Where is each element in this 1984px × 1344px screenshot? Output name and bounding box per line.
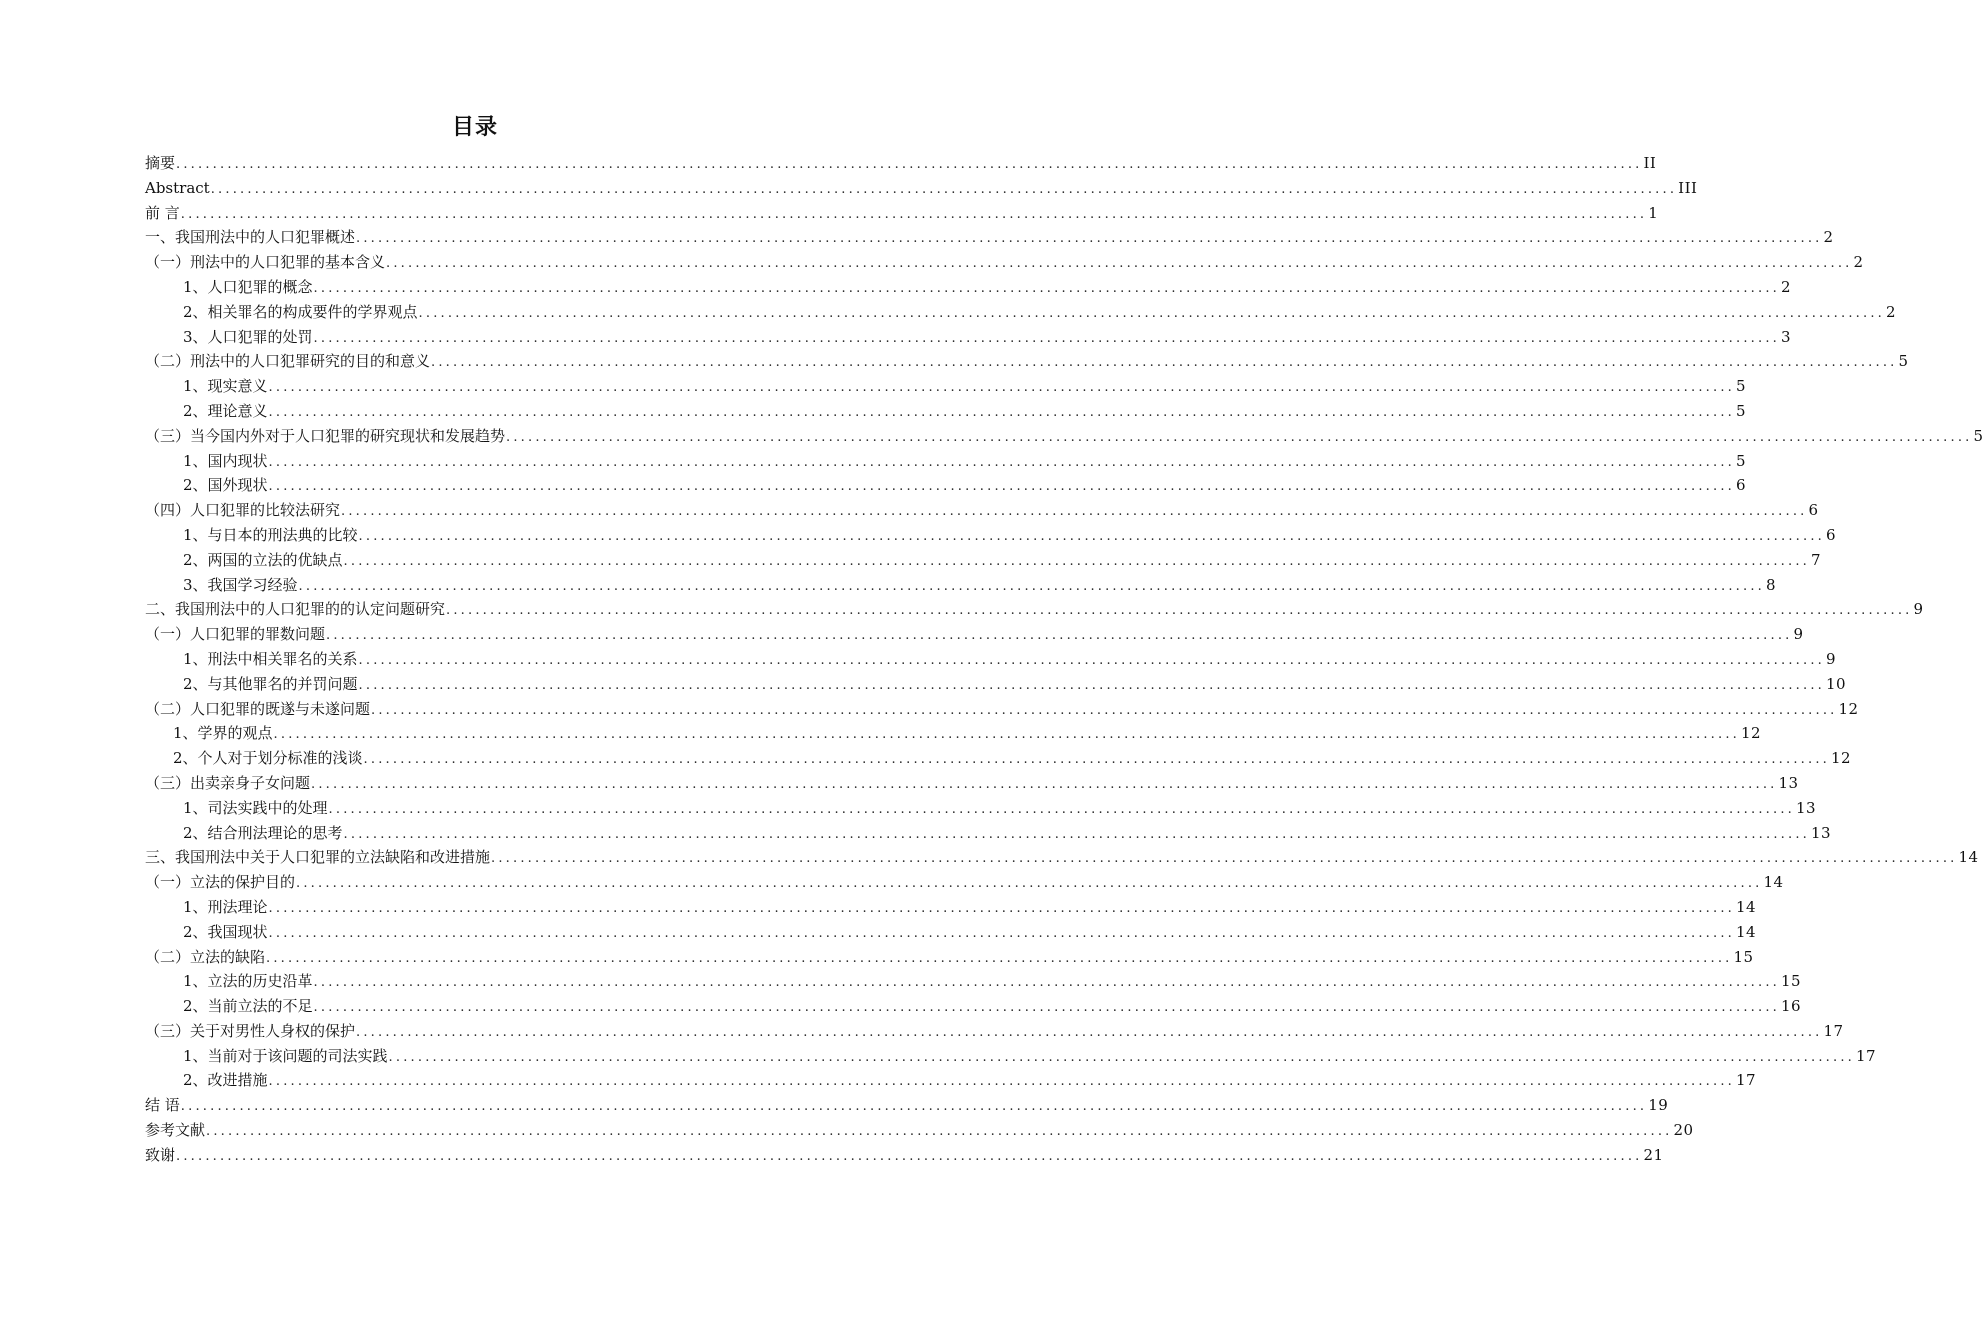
toc-leader-dots: ........................................................................................................................................................................................................ — [313, 330, 1781, 346]
toc-entry[interactable] — [145, 746, 1852, 771]
toc-entry-page-number: III — [1678, 178, 1698, 197]
toc-entry-page-number: 2 — [1781, 277, 1792, 296]
toc-entry-page-number: 15 — [1781, 972, 1802, 991]
toc-entry[interactable] — [145, 870, 1784, 895]
toc-entry[interactable] — [145, 945, 1754, 970]
toc-entry-label: 1、司法实践中的处理 — [183, 798, 328, 817]
toc-entry-label: 1、国内现状 — [183, 451, 268, 470]
toc-entry-page-number: 9 — [1793, 625, 1804, 644]
toc-entry-page-number: 13 — [1811, 823, 1832, 842]
toc-entry-label: （二）人口犯罪的既遂与未遂问题 — [145, 699, 371, 718]
toc-entry-label: 3、人口犯罪的处罚 — [183, 327, 313, 346]
toc-leader-dots: ........................................................................................................................................................................................................ — [356, 231, 1823, 247]
toc-entry-page-number: 14 — [1763, 873, 1784, 892]
toc-entry[interactable] — [145, 498, 1819, 523]
toc-entry-label: 1、当前对于该问题的司法实践 — [183, 1046, 388, 1065]
toc-leader-dots: ........................................................................................................................................................................................................ — [311, 776, 1778, 792]
toc-leader-dots: ........................................................................................................................................................................................................ — [343, 826, 1811, 842]
toc-entry-page-number: 13 — [1796, 798, 1817, 817]
toc-entry[interactable] — [145, 969, 1802, 994]
toc-entry[interactable] — [145, 1143, 1664, 1168]
toc-entry-label: 1、与日本的刑法典的比较 — [183, 525, 358, 544]
toc-entry[interactable] — [145, 796, 1817, 821]
toc-leader-dots: ........................................................................................................................................................................................................ — [386, 256, 1853, 272]
toc-entry[interactable] — [145, 250, 1864, 275]
toc-leader-dots: ........................................................................................................................................................................................................ — [210, 181, 1678, 197]
toc-entry-label: 1、学界的观点 — [173, 724, 273, 743]
toc-leader-dots: ........................................................................................................................................................................................................ — [180, 1099, 1648, 1115]
toc-entry-page-number: 10 — [1826, 674, 1847, 693]
toc-entry[interactable] — [145, 349, 1909, 374]
toc-leader-dots: ........................................................................................................................................................................................................ — [268, 925, 1736, 941]
toc-leader-dots: ........................................................................................................................................................................................................ — [358, 528, 1826, 544]
toc-leader-dots: ........................................................................................................................................................................................................ — [388, 1049, 1856, 1065]
toc-entry-label: 2、个人对于划分标准的浅谈 — [173, 749, 363, 768]
toc-entry[interactable] — [145, 176, 1698, 201]
toc-entry[interactable] — [145, 597, 1924, 622]
toc-entry-page-number: 5 — [1736, 451, 1747, 470]
toc-entry-page-number: 5 — [1973, 426, 1984, 445]
toc-entry[interactable] — [145, 424, 1984, 449]
toc-leader-dots: ........................................................................................................................................................................................................ — [446, 603, 1913, 619]
toc-entry[interactable] — [145, 920, 1757, 945]
toc-leader-dots: ........................................................................................................................................................................................................ — [326, 628, 1793, 644]
toc-entry-label: 二、我国刑法中的人口犯罪的的认定问题研究 — [145, 600, 446, 619]
toc-entry[interactable] — [145, 548, 1822, 573]
toc-leader-dots: ........................................................................................................................................................................................................ — [268, 454, 1736, 470]
toc-entry-label: （一）人口犯罪的罪数问题 — [145, 625, 326, 644]
toc-entry[interactable] — [145, 201, 1659, 226]
toc-entry-page-number: 5 — [1736, 377, 1747, 396]
toc-leader-dots: ........................................................................................................................................................................................................ — [180, 206, 1648, 222]
toc-entry[interactable] — [145, 523, 1837, 548]
toc-leader-dots: ........................................................................................................................................................................................................ — [328, 801, 1796, 817]
toc-entry-page-number: 14 — [1736, 922, 1757, 941]
toc-leader-dots: ........................................................................................................................................................................................................ — [206, 1124, 1673, 1140]
toc-entry-label: 摘要 — [145, 154, 176, 172]
toc-entry-label: 1、刑法中相关罪名的关系 — [183, 649, 358, 668]
toc-entry-label: （三）出卖亲身子女问题 — [145, 773, 311, 792]
toc-leader-dots: ........................................................................................................................................................................................................ — [313, 1000, 1781, 1016]
toc-entry-page-number: 12 — [1741, 724, 1762, 743]
toc-leader-dots: ........................................................................................................................................................................................................ — [363, 752, 1831, 768]
toc-leader-dots: ........................................................................................................................................................................................................ — [358, 652, 1826, 668]
toc-entry-page-number: 2 — [1823, 228, 1834, 247]
toc-entry-page-number: 12 — [1838, 699, 1859, 718]
toc-entry[interactable] — [145, 449, 1747, 474]
toc-entry[interactable] — [145, 1068, 1757, 1093]
toc-entry-page-number: 1 — [1648, 203, 1659, 222]
toc-leader-dots: ........................................................................................................................................................................................................ — [491, 851, 1958, 867]
toc-entry-label: 致谢 — [145, 1145, 176, 1164]
toc-title: 目录 — [451, 115, 498, 140]
toc-entry[interactable] — [145, 1044, 1877, 1069]
toc-entry[interactable] — [145, 1093, 1669, 1118]
toc-entry-page-number: 5 — [1736, 401, 1747, 420]
toc-entry[interactable] — [145, 374, 1747, 399]
toc-entry[interactable] — [145, 225, 1834, 250]
toc-leader-dots: ........................................................................................................................................................................................................ — [371, 702, 1838, 718]
toc-leader-dots: ........................................................................................................................................................................................................ — [313, 280, 1781, 296]
toc-entry[interactable] — [145, 275, 1792, 300]
toc-entry-label: （二）立法的缺陷 — [145, 947, 266, 966]
toc-entry[interactable] — [145, 672, 1847, 697]
toc-entry-label: 1、立法的历史沿革 — [183, 972, 313, 991]
toc-entry-label: 2、当前立法的不足 — [183, 997, 313, 1016]
toc-leader-dots: ........................................................................................................................................................................................................ — [266, 950, 1733, 966]
toc-entry-label: 结 语 — [145, 1096, 180, 1115]
toc-leader-dots: ........................................................................................................................................................................................................ — [418, 305, 1886, 321]
toc-entry[interactable] — [145, 697, 1859, 722]
toc-leader-dots: ........................................................................................................................................................................................................ — [431, 355, 1898, 371]
toc-entry[interactable] — [145, 1118, 1694, 1143]
toc-entry[interactable] — [145, 771, 1799, 796]
toc-entry-label: 2、相关罪名的构成要件的学界观点 — [183, 302, 418, 321]
toc-entry-label: 2、结合刑法理论的思考 — [183, 823, 343, 842]
toc-leader-dots: ........................................................................................................................................................................................................ — [268, 404, 1736, 420]
toc-entry[interactable] — [145, 325, 1792, 350]
toc-entry-label: （一）刑法中的人口犯罪的基本含义 — [145, 253, 386, 272]
toc-entry-label: 前 言 — [145, 203, 180, 222]
toc-leader-dots: ........................................................................................................................................................................................................ — [176, 157, 1643, 172]
toc-entry[interactable] — [145, 647, 1837, 672]
toc-entry[interactable] — [145, 994, 1802, 1019]
toc-leader-dots: ........................................................................................................................................................................................................ — [298, 578, 1766, 594]
toc-entry[interactable] — [145, 151, 1657, 176]
toc-entry-page-number: 14 — [1736, 897, 1757, 916]
toc-entry[interactable] — [145, 895, 1757, 920]
toc-leader-dots: ........................................................................................................................................................................................................ — [296, 876, 1763, 892]
toc-entry-page-number: 21 — [1643, 1145, 1664, 1164]
toc-entry-label: Abstract — [145, 178, 210, 197]
toc-entry-page-number: 2 — [1853, 253, 1864, 272]
toc-entry-page-number: 15 — [1733, 947, 1754, 966]
toc-entry[interactable] — [145, 845, 1979, 870]
toc-entry[interactable] — [145, 573, 1777, 598]
toc-entry-page-number: 9 — [1826, 649, 1837, 668]
toc-leader-dots: ........................................................................................................................................................................................................ — [273, 727, 1741, 743]
toc-entry[interactable] — [145, 399, 1747, 424]
toc-entry-label: 2、改进措施 — [183, 1071, 268, 1090]
toc-entry-page-number: 9 — [1913, 600, 1924, 619]
toc-entry-page-number: 16 — [1781, 997, 1802, 1016]
toc-leader-dots: ........................................................................................................................................................................................................ — [268, 479, 1736, 495]
toc-entry-label: （二）刑法中的人口犯罪研究的目的和意义 — [145, 352, 431, 371]
toc-entry-page-number: 3 — [1781, 327, 1792, 346]
toc-entry-page-number: 17 — [1823, 1021, 1844, 1040]
toc-entry-page-number: 20 — [1673, 1121, 1694, 1140]
toc-entry-page-number: II — [1643, 154, 1657, 172]
toc-entry-page-number: 12 — [1831, 749, 1852, 768]
toc-leader-dots: ........................................................................................................................................................................................................ — [341, 504, 1808, 520]
toc-entry-page-number: 2 — [1886, 302, 1897, 321]
toc-entry[interactable] — [145, 473, 1747, 498]
toc-leader-dots: ........................................................................................................................................................................................................ — [268, 380, 1736, 396]
toc-entry[interactable] — [145, 622, 1804, 647]
toc-leader-dots: ........................................................................................................................................................................................................ — [268, 900, 1736, 916]
toc-leader-dots: ........................................................................................................................................................................................................ — [268, 1074, 1736, 1090]
toc-entry-page-number: 17 — [1856, 1046, 1877, 1065]
toc-entry-label: 1、人口犯罪的概念 — [183, 277, 313, 296]
toc-entry-page-number: 5 — [1898, 352, 1909, 371]
toc-entry-label: （三）关于对男性人身权的保护 — [145, 1021, 356, 1040]
toc-entry-label: （一）立法的保护目的 — [145, 873, 296, 892]
toc-entry-label: 三、我国刑法中关于人口犯罪的立法缺陷和改进措施 — [145, 848, 491, 867]
toc-entry-label: 2、国外现状 — [183, 476, 268, 495]
toc-entry-page-number: 6 — [1826, 525, 1837, 544]
toc-entry-page-number: 17 — [1736, 1071, 1757, 1090]
toc-entry-label: 2、两国的立法的优缺点 — [183, 550, 343, 569]
toc-entry[interactable] — [145, 721, 1762, 746]
toc-leader-dots: ........................................................................................................................................................................................................ — [176, 1148, 1643, 1164]
toc-entry-label: （四）人口犯罪的比较法研究 — [145, 501, 341, 520]
toc-entry-page-number: 7 — [1811, 550, 1822, 569]
toc-entry-label: 3、我国学习经验 — [183, 575, 298, 594]
toc-entry-page-number: 13 — [1778, 773, 1799, 792]
toc-entry-label: 2、理论意义 — [183, 401, 268, 420]
toc-entry-page-number: 6 — [1736, 476, 1747, 495]
toc-leader-dots: ........................................................................................................................................................................................................ — [356, 1024, 1823, 1040]
toc-entry[interactable] — [145, 300, 1897, 325]
toc-entry-label: （三）当今国内外对于人口犯罪的研究现状和发展趋势 — [145, 426, 506, 445]
toc-entry[interactable] — [145, 1019, 1844, 1044]
toc-entry-label: 2、与其他罪名的并罚问题 — [183, 674, 358, 693]
toc-entry-page-number: 6 — [1808, 501, 1819, 520]
toc-entry-label: 2、我国现状 — [183, 922, 268, 941]
toc-entry[interactable] — [145, 821, 1832, 846]
toc-entry-label: 1、刑法理论 — [183, 897, 268, 916]
toc-leader-dots: ........................................................................................................................................................................................................ — [506, 429, 1973, 445]
toc-leader-dots: ........................................................................................................................................................................................................ — [343, 553, 1811, 569]
toc-leader-dots: ........................................................................................................................................................................................................ — [358, 677, 1826, 693]
toc-entry-page-number: 14 — [1958, 848, 1979, 867]
toc-entry-page-number: 8 — [1766, 575, 1777, 594]
toc-entry-label: 参考文献 — [145, 1121, 206, 1140]
toc-entry-label: 一、我国刑法中的人口犯罪概述 — [145, 228, 356, 247]
toc-leader-dots: ........................................................................................................................................................................................................ — [313, 975, 1781, 991]
table-of-contents — [145, 151, 1984, 1168]
toc-entry-page-number: 19 — [1648, 1096, 1669, 1115]
toc-entry-label: 1、现实意义 — [183, 377, 268, 396]
